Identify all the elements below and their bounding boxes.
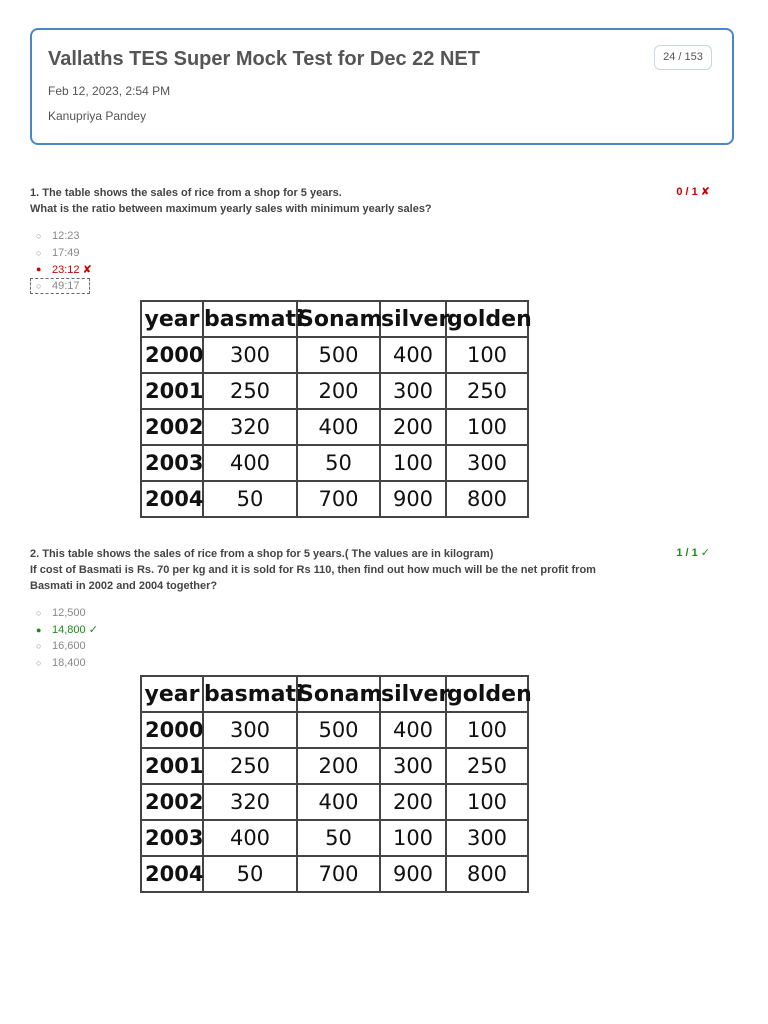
option-label: 18,400 <box>52 656 86 669</box>
question-score: 1 / 1 ✓ <box>676 547 710 559</box>
table-cell: 800 <box>446 481 528 517</box>
column-header: basmati <box>203 676 297 712</box>
option-label: 12,500 <box>52 607 86 620</box>
column-header: Sonam <box>297 676 380 712</box>
option-c-selected[interactable] <box>30 261 734 278</box>
option-label: 16,600 <box>52 640 86 653</box>
table-cell: 2001 <box>141 748 203 784</box>
table-cell: 2002 <box>141 409 203 445</box>
table-cell: 2003 <box>141 820 203 856</box>
test-date: Feb 12, 2023, 2:54 PM <box>48 84 171 98</box>
option-c[interactable] <box>30 638 734 655</box>
table-cell: 400 <box>380 712 446 748</box>
column-header: golden <box>446 676 528 712</box>
table-cell: 400 <box>297 784 380 820</box>
table-cell: 2001 <box>141 373 203 409</box>
column-header: year <box>141 676 203 712</box>
table-row <box>141 337 528 373</box>
page-indicator: 24 / 153 <box>654 45 712 70</box>
option-a[interactable] <box>30 228 734 245</box>
table-cell: 200 <box>380 409 446 445</box>
table-cell: 100 <box>380 445 446 481</box>
table-row <box>141 820 528 856</box>
table-cell: 2002 <box>141 784 203 820</box>
question-line: 2. This table shows the sales of rice from a shop for 5 years.( The values are in kilogram) <box>30 548 494 560</box>
answer-options <box>30 605 734 671</box>
table-cell: 320 <box>203 409 297 445</box>
table-cell: 500 <box>297 337 380 373</box>
user-name: Kanupriya Pandey <box>48 109 147 123</box>
question-2 <box>30 546 734 671</box>
table-cell: 50 <box>203 481 297 517</box>
table-cell: 300 <box>203 712 297 748</box>
table-cell: 50 <box>203 856 297 892</box>
table-cell: 2003 <box>141 445 203 481</box>
test-header-card <box>30 28 734 145</box>
table-cell: 400 <box>203 445 297 481</box>
table-cell: 100 <box>380 820 446 856</box>
option-d[interactable] <box>30 655 734 672</box>
table-cell: 300 <box>380 373 446 409</box>
question-line: If cost of Basmati is Rs. 70 per kg and it is sold for Rs 110, then find out how much will be the net profit from <box>30 564 596 576</box>
table-cell: 300 <box>446 445 528 481</box>
table-cell: 50 <box>297 445 380 481</box>
table-row <box>141 856 528 892</box>
table-header-row <box>141 676 528 712</box>
table-cell: 300 <box>380 748 446 784</box>
option-a[interactable] <box>30 605 734 622</box>
table-cell: 250 <box>446 748 528 784</box>
question-line: What is the ratio between maximum yearly sales with minimum yearly sales? <box>30 203 432 215</box>
table-cell: 100 <box>446 784 528 820</box>
table-cell: 300 <box>446 820 528 856</box>
table-cell: 400 <box>380 337 446 373</box>
table-row <box>141 409 528 445</box>
radio-empty-icon: ○ <box>36 231 42 242</box>
column-header: silver <box>380 676 446 712</box>
table-cell: 800 <box>446 856 528 892</box>
table-cell: 100 <box>446 712 528 748</box>
question-text <box>30 185 734 217</box>
radio-filled-icon: ● <box>36 264 42 275</box>
table-cell: 2004 <box>141 481 203 517</box>
table-cell: 400 <box>203 820 297 856</box>
table-cell: 100 <box>446 337 528 373</box>
question-score: 0 / 1 ✘ <box>676 186 710 198</box>
radio-empty-icon: ○ <box>36 608 42 619</box>
column-header: silver <box>380 301 446 337</box>
option-label: 12:23 <box>52 230 80 243</box>
table-cell: 900 <box>380 481 446 517</box>
rice-sales-table <box>140 300 532 518</box>
table-cell: 250 <box>203 373 297 409</box>
test-title: Vallaths TES Super Mock Test for Dec 22 NET <box>48 48 480 70</box>
column-header: golden <box>446 301 528 337</box>
question-text <box>30 546 734 594</box>
option-label: 49:17 <box>52 279 80 292</box>
column-header: year <box>141 301 203 337</box>
rice-sales-table <box>140 675 532 893</box>
column-header: Sonam <box>297 301 380 337</box>
question-line: 1. The table shows the sales of rice from a shop for 5 years. <box>30 187 342 199</box>
question-line: Basmati in 2002 and 2004 together? <box>30 580 218 592</box>
table-cell: 100 <box>446 409 528 445</box>
option-label: 17:49 <box>52 246 80 259</box>
table-row <box>141 373 528 409</box>
table-row <box>141 748 528 784</box>
table-cell: 2000 <box>141 337 203 373</box>
table-cell: 2000 <box>141 712 203 748</box>
radio-empty-icon: ○ <box>36 280 42 291</box>
table-header-row <box>141 301 528 337</box>
question-1 <box>30 185 734 294</box>
option-d[interactable] <box>30 278 90 295</box>
table-cell: 200 <box>297 373 380 409</box>
table-cell: 50 <box>297 820 380 856</box>
table-cell: 700 <box>297 481 380 517</box>
table-cell: 900 <box>380 856 446 892</box>
column-header: basmati <box>203 301 297 337</box>
table-row <box>141 712 528 748</box>
radio-empty-icon: ○ <box>36 657 42 668</box>
table-cell: 200 <box>297 748 380 784</box>
radio-filled-icon: ● <box>36 624 42 635</box>
option-b-selected[interactable] <box>30 622 734 639</box>
option-label: 23:12 ✘ <box>52 263 92 276</box>
option-label: 14,800 ✓ <box>52 624 98 637</box>
table-row <box>141 445 528 481</box>
table-cell: 320 <box>203 784 297 820</box>
radio-empty-icon: ○ <box>36 641 42 652</box>
table-cell: 500 <box>297 712 380 748</box>
table-cell: 250 <box>203 748 297 784</box>
table-cell: 400 <box>297 409 380 445</box>
table-cell: 300 <box>203 337 297 373</box>
table-cell: 2004 <box>141 856 203 892</box>
radio-empty-icon: ○ <box>36 247 42 258</box>
option-b[interactable] <box>30 245 734 262</box>
table-row <box>141 784 528 820</box>
table-row <box>141 481 528 517</box>
table-cell: 200 <box>380 784 446 820</box>
answer-options <box>30 228 734 294</box>
table-cell: 250 <box>446 373 528 409</box>
table-cell: 700 <box>297 856 380 892</box>
